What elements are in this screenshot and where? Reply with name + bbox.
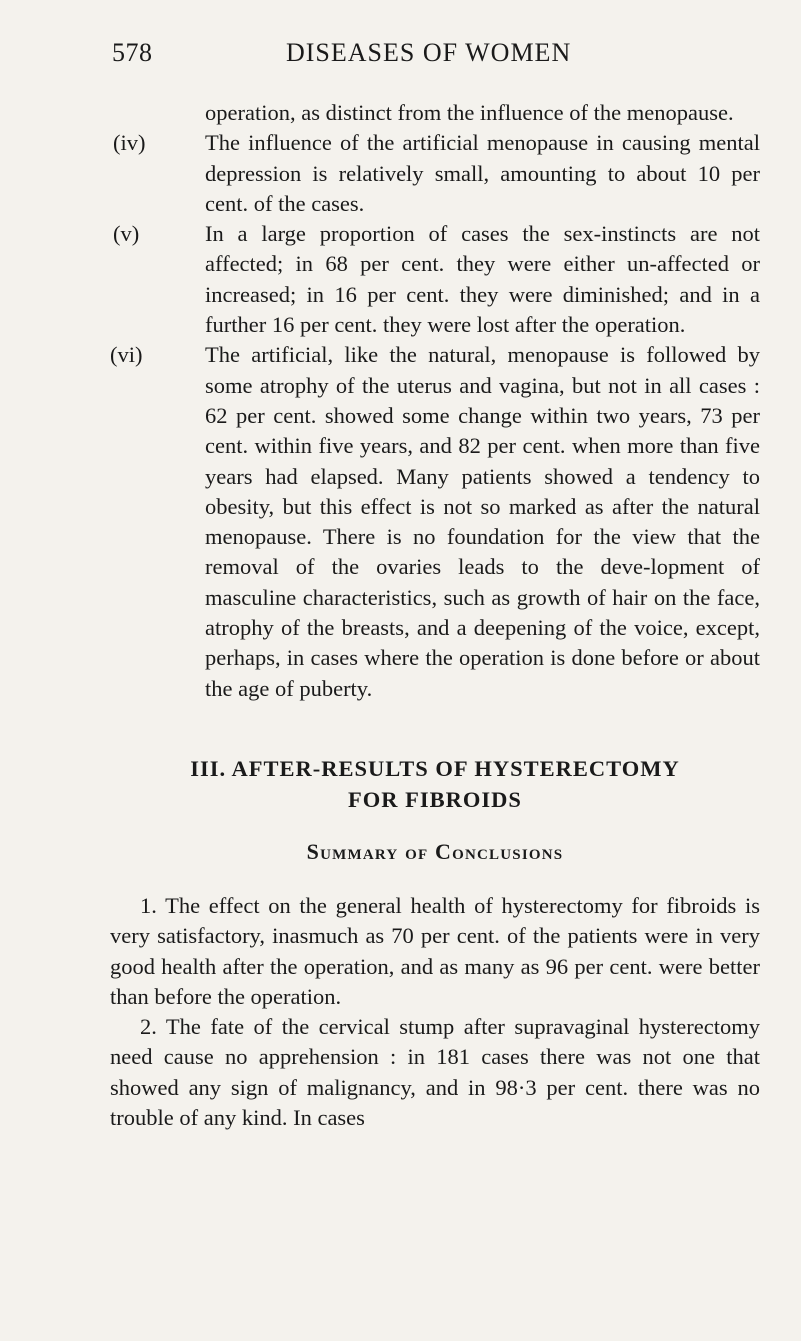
- section-heading-line-2: FOR FIBROIDS: [348, 786, 522, 812]
- numbered-paragraph: 2. The fate of the cervical stump after supravaginal hysterectomy need cause no apprehension : in 181 cases there was not one that showed any sign of malignancy, and in 98·3 per cent. there was no trouble of any kind. In cases: [110, 1014, 760, 1131]
- running-head: [0, 38, 801, 78]
- item-label: (vi): [110, 342, 143, 368]
- list-item: [110, 219, 760, 340]
- numbered-paragraph: 1. The effect on the general health of hysterectomy for fibroids is very satisfactory, inasmuch as 70 per cent. of the patients were in very good health after the operation, and as many as 96 per cent. were better than before the operation.: [110, 892, 760, 1009]
- section-heading: [110, 753, 760, 815]
- item-text: In a large proportion of cases the sex-instincts are not affected; in 68 per cent. they were either un-affected or increased; in 16 per cent. they were diminished; and in a further 16 per cent. they were lost after the operation.: [205, 221, 760, 338]
- list-item: [110, 128, 760, 219]
- item-text: The influence of the artificial menopause in causing mental depression is relatively small, amounting to about 10 per cent. of the cases.: [205, 130, 760, 216]
- continued-item-text: [110, 98, 760, 128]
- section-heading-line-1: III. AFTER-RESULTS OF HYSTERECTOMY: [190, 755, 680, 781]
- item-label: (iv): [113, 130, 146, 156]
- page-number: 578: [112, 38, 153, 67]
- continuation-text: operation, as distinct from the influence of the menopause.: [205, 100, 734, 125]
- section-subheading: Summary of Conclusions: [306, 838, 564, 864]
- item-label: (v): [113, 221, 140, 247]
- item-text: The artificial, like the natural, menopause is followed by some atrophy of the uterus and vagina, but not in all cases : 62 per cent. showed some change within two years, 73 per cent. within five years, and 82 per cent. when more than five years had elapsed. Many patients showed a tendency to obesity, but this effect is not so marked as after the natural menopause. There is no foundation for the view that the removal of the ovaries leads to the deve-lopment of masculine characteristics, such as growth of hair on the face, atrophy of the breasts, and a deepening of the voice, except, perhaps, in cases where the operation is done before or about the age of puberty.: [205, 342, 760, 701]
- running-title: DISEASES OF WOMEN: [286, 38, 572, 67]
- page-body: [110, 98, 760, 1133]
- list-item: [110, 340, 760, 704]
